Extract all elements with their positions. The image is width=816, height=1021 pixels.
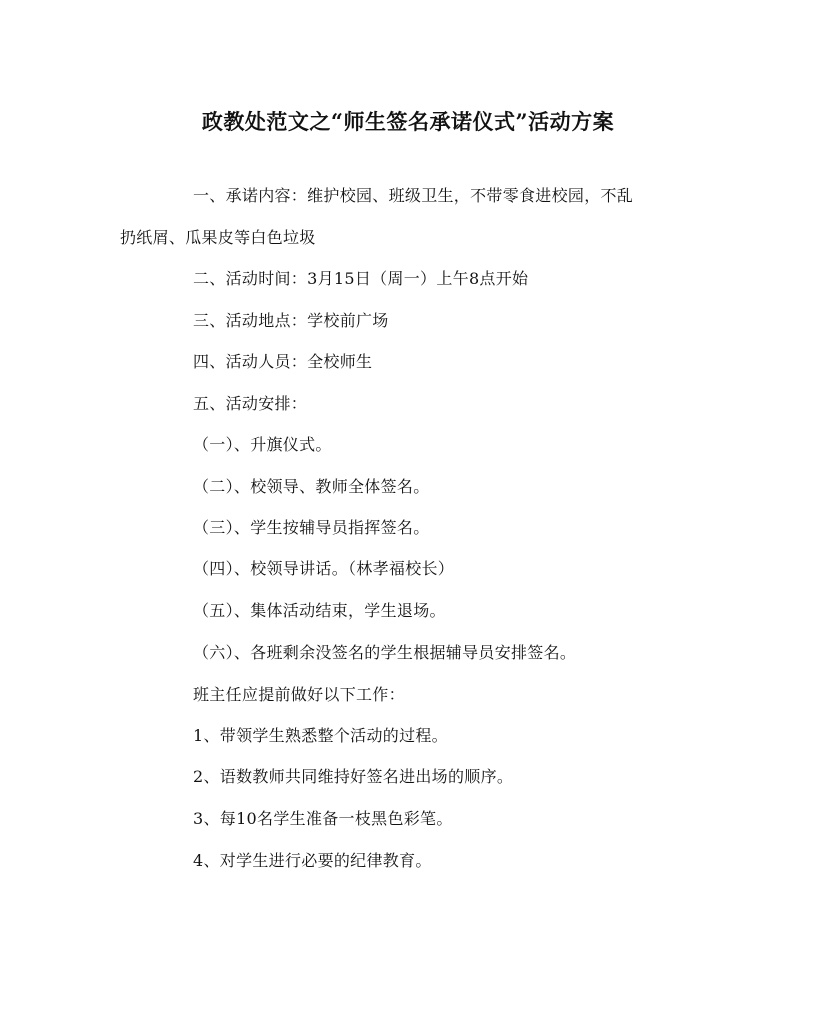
list-item-duty-2: 2、语数教师共同维持好签名进出场的顺序。 <box>193 767 514 786</box>
document-title: 政教处范文之“师生签名承诺仪式”活动方案 <box>201 109 615 134</box>
paragraph-teacher-duties: 班主任应提前做好以下工作： <box>193 685 405 704</box>
list-item-leader-speech: （四）、校领导讲话。（林孝福校长） <box>193 559 455 578</box>
paragraph-activity-arrangement: 五、活动安排： <box>193 394 308 413</box>
paragraph-commitment-content-continued: 扔纸屑、瓜果皮等白色垃圾 <box>120 228 316 247</box>
list-item-students-sign: （三）、学生按辅导员指挥签名。 <box>193 518 430 537</box>
paragraph-activity-location: 三、活动地点：学校前广场 <box>193 311 389 330</box>
list-item-duty-4: 4、对学生进行必要的纪律教育。 <box>193 851 432 870</box>
list-item-flag-raising: （一）、升旗仪式。 <box>193 435 332 454</box>
list-item-remaining-sign: （六）、各班剩余没签名的学生根据辅导员安排签名。 <box>193 643 577 662</box>
list-item-leaders-sign: （二）、校领导、教师全体签名。 <box>193 477 430 496</box>
list-item-duty-3: 3、每10名学生准备一枝黑色彩笔。 <box>193 809 453 828</box>
paragraph-activity-participants: 四、活动人员：全校师生 <box>193 352 373 371</box>
paragraph-activity-time: 二、活动时间：3月15日（周一）上午8点开始 <box>193 269 529 288</box>
paragraph-commitment-content: 一、承诺内容：维护校园、班级卫生，不带零食进校园，不乱 <box>193 186 634 205</box>
list-item-duty-1: 1、带领学生熟悉整个活动的过程。 <box>193 726 448 745</box>
list-item-activity-end: （五）、集体活动结束，学生退场。 <box>193 601 446 620</box>
